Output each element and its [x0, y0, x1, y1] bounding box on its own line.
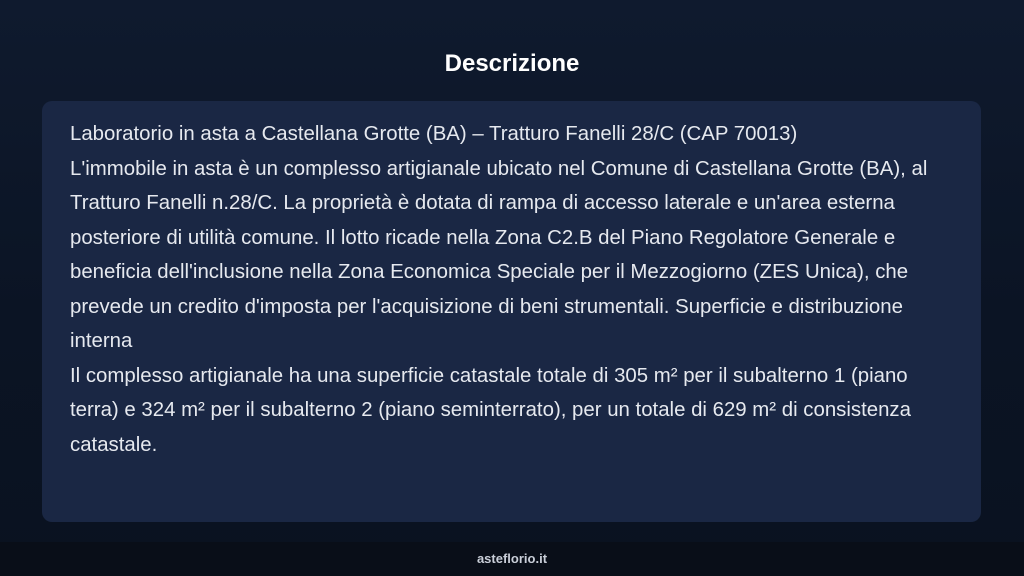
footer-site-link[interactable]: asteflorio.it — [476, 551, 548, 566]
page-title: Descrizione — [444, 50, 580, 77]
description-text: Laboratorio in asta a Castellana Grotte (BA) – Tratturo Fanelli 28/C (CAP 70013) L'immobile in asta è un complesso artigianale ubicato nel Comune di Castellana Grotte (BA), al Tratturo Fanelli n.28/C. La proprietà è dotata di rampa di accesso laterale e un'area esterna posteriore di utilità comune. Il lotto ricade nella Zona C2.B del Piano Regolatore Generale e beneficia dell'inclusione nella Zona Economica Speciale per il Mezzogiorno (ZES Unica), che prevede un credito d'imposta per l'acquisizione di beni strumentali. Superficie e distribuzione interna Il complesso artigianale ha una superficie catastale totale di 305 m² per il subalterno 1 (piano terra) e 324 m² per il subalterno 2 (piano seminterrato), per un totale di 629 m² di consistenza catastale. — [70, 123, 928, 456]
description-card — [42, 101, 981, 522]
